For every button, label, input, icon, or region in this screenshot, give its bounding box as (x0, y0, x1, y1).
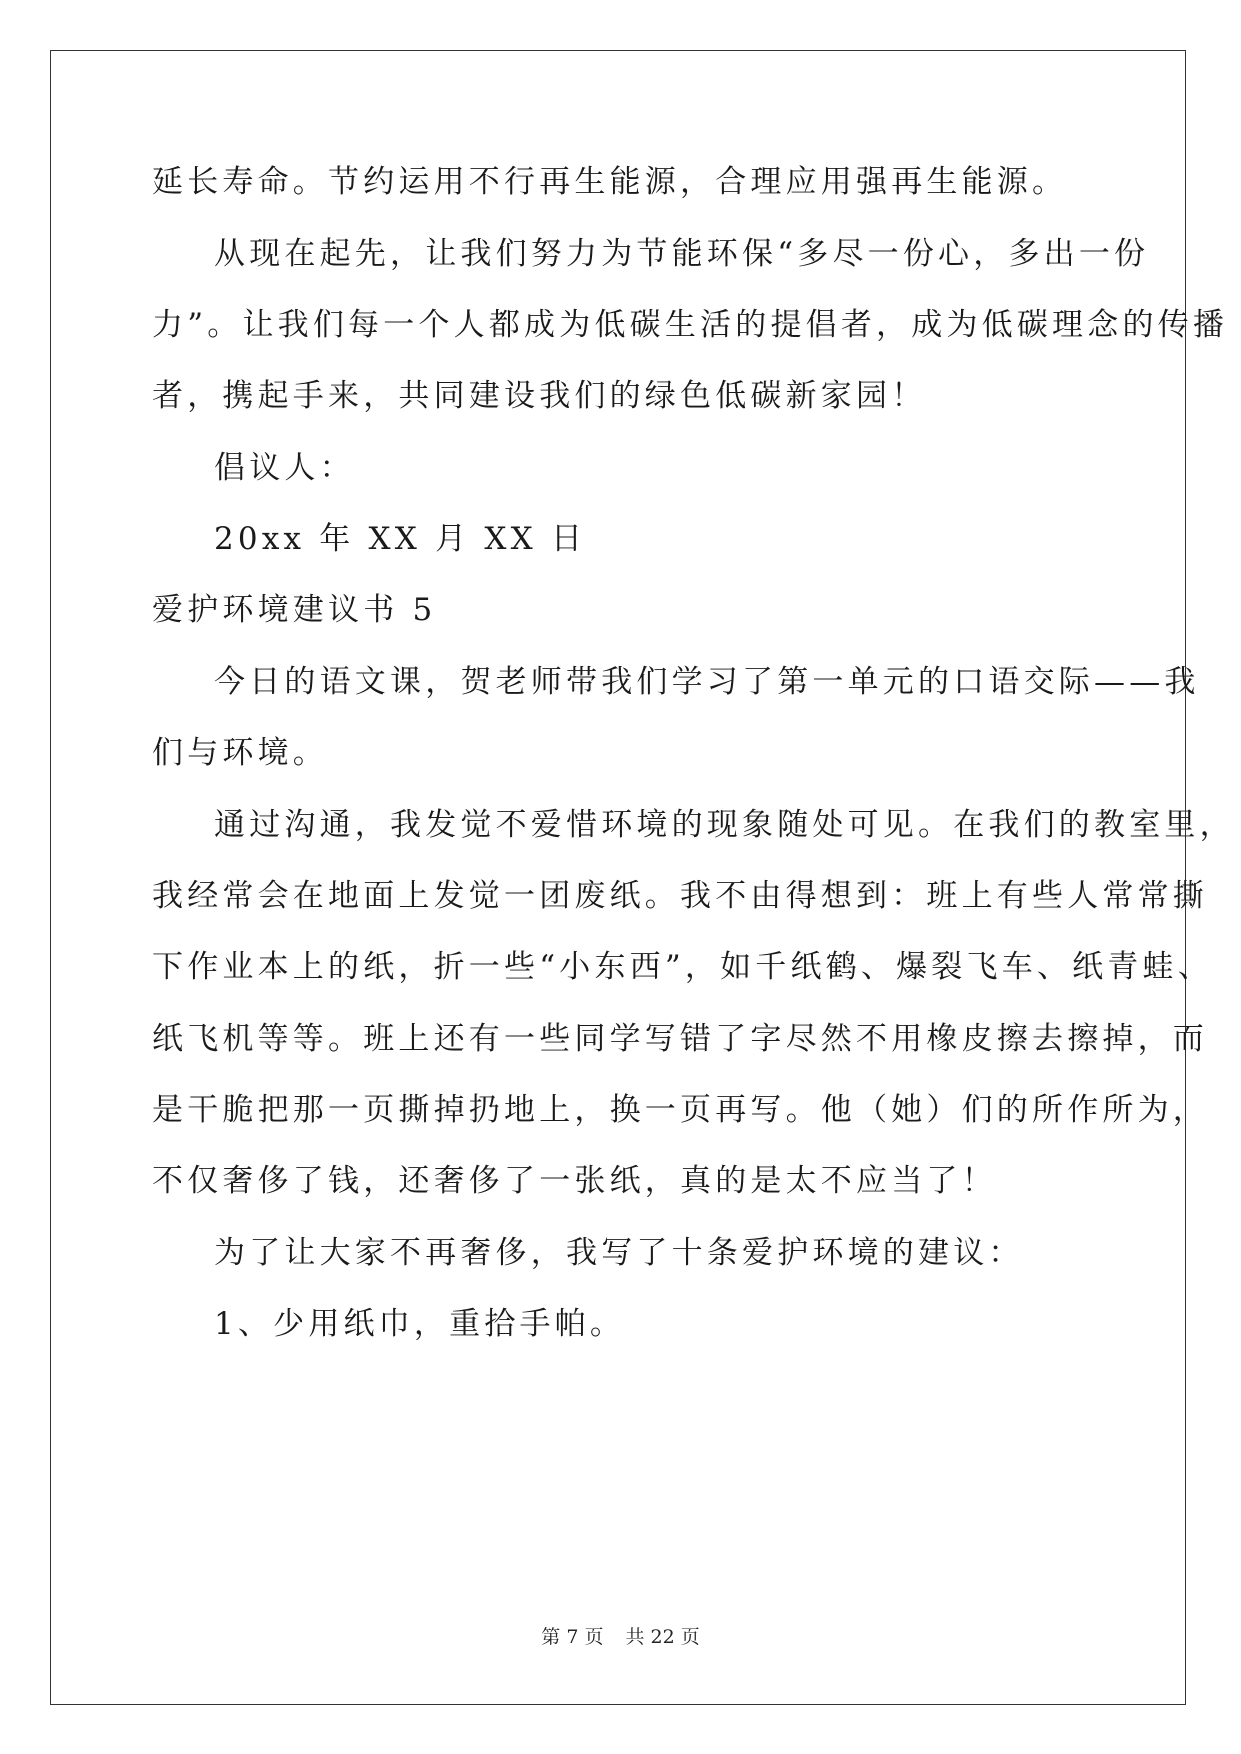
text-line: 下作业本上的纸，折一些“小东西”，如千纸鹤、爆裂飞车、纸青蛙、 (152, 949, 1213, 985)
section-heading: 爱护环境建议书 5 (152, 592, 437, 628)
text-line: 者，携起手来，共同建设我们的绿色低碳新家园！ (152, 378, 927, 414)
page-total: 共 22 页 (625, 1626, 700, 1648)
paragraph-line: 通过沟通，我发觉不爱惜环境的现象随处可见。在我们的教室里， (214, 807, 1235, 843)
signature-label: 倡议人： (214, 450, 355, 486)
text-line: 延长寿命。节约运用不行再生能源，合理应用强再生能源。 (152, 164, 1068, 200)
text-line: 不仅奢侈了钱，还奢侈了一张纸，真的是太不应当了！ (152, 1163, 997, 1199)
text-line: 我经常会在地面上发觉一团废纸。我不由得想到：班上有些人常常撕 (152, 878, 1208, 914)
text-line: 纸飞机等等。班上还有一些同学写错了字尽然不用橡皮擦去擦掉，而 (152, 1021, 1208, 1057)
text-line: 力”。让我们每一个人都成为低碳生活的提倡者，成为低碳理念的传播 (152, 307, 1229, 343)
list-item: 1、少用纸巾，重拾手帕。 (214, 1306, 626, 1342)
text-line: 们与环境。 (152, 735, 328, 771)
paragraph-line: 从现在起先，让我们努力为节能环保“多尽一份心，多出一份 (214, 236, 1150, 272)
paragraph-line: 今日的语文课，贺老师带我们学习了第一单元的口语交际——我 (214, 664, 1200, 700)
date-line: 20xx 年 XX 月 XX 日 (214, 521, 587, 557)
page-footer (0, 1622, 1241, 1649)
text-line: 是干脆把那一页撕掉扔地上，换一页再写。他（她）们的所作所为， (152, 1092, 1208, 1128)
paragraph-line: 为了让大家不再奢侈，我写了十条爱护环境的建议： (214, 1235, 1024, 1271)
page-number: 第 7 页 (541, 1626, 604, 1648)
